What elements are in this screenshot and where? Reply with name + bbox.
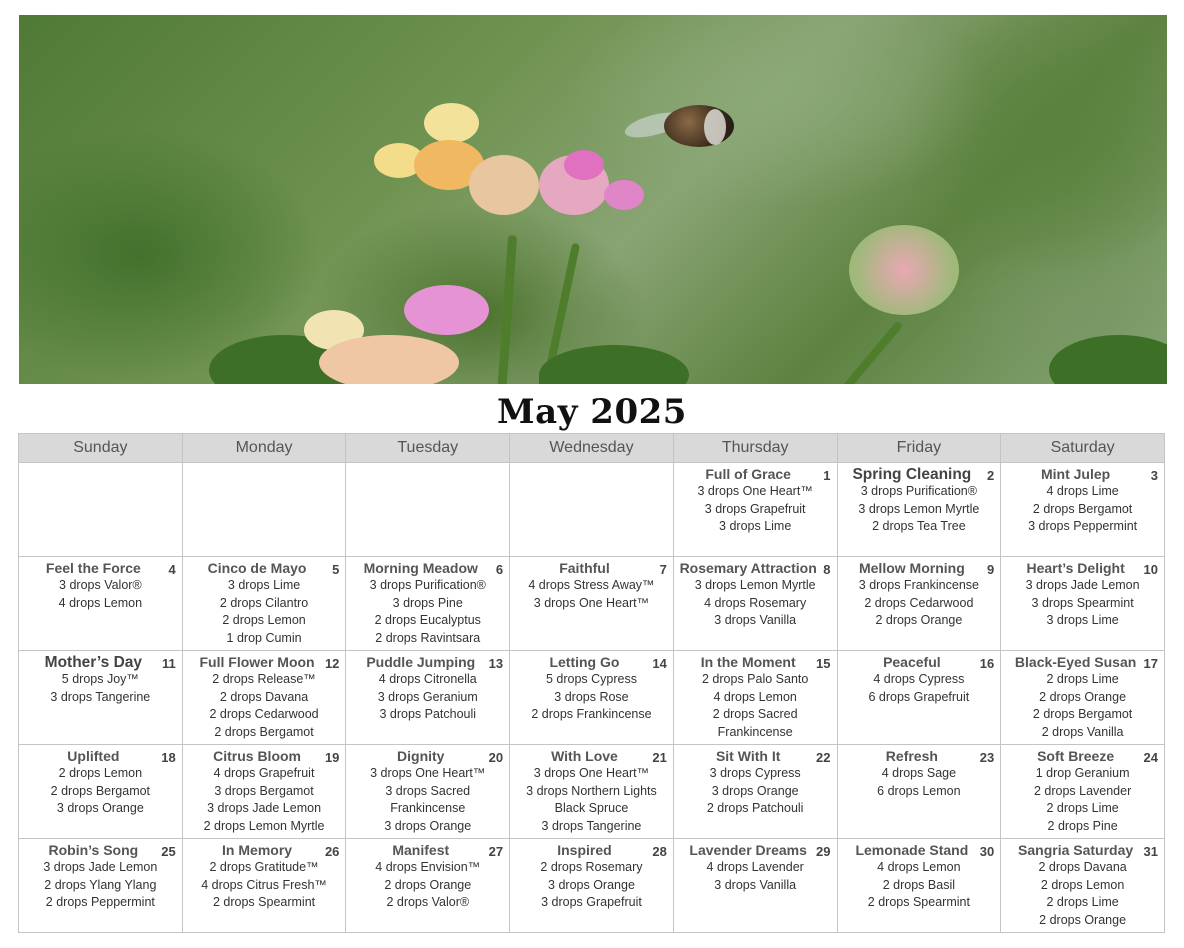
day-header xyxy=(842,466,997,483)
day-cell xyxy=(837,745,1001,839)
recipe-line: 3 drops Bergamot xyxy=(214,783,314,798)
week-row xyxy=(19,651,1165,745)
recipe-line: 2 drops Ravintsara xyxy=(375,630,481,645)
recipe-line: 2 drops Pine xyxy=(1047,818,1118,833)
day-cell xyxy=(346,745,510,839)
recipe-line: 1 drop Geranium xyxy=(1035,766,1130,780)
recipe-line: 3 drops Lemon Myrtle xyxy=(694,578,816,592)
day-header xyxy=(842,654,997,671)
day-header xyxy=(350,842,505,859)
recipe-line: 2 drops Bergamot xyxy=(214,724,314,739)
blend-name: Heart’s Delight xyxy=(1026,560,1125,576)
day-number: 28 xyxy=(652,844,667,859)
recipe-line: 2 drops Bergamot xyxy=(50,783,151,798)
recipe-line: 4 drops Grapefruit xyxy=(213,766,315,780)
day-cell xyxy=(673,463,837,557)
day-header xyxy=(678,560,833,577)
week-row xyxy=(19,557,1165,651)
weekday-header-tuesday: Tuesday xyxy=(346,434,510,463)
recipe-line: 2 drops Orange xyxy=(1039,912,1127,927)
recipe-line: 2 drops Patchouli xyxy=(706,801,804,815)
blend-name: With Love xyxy=(551,748,618,764)
recipe-line: 3 drops One Heart™ xyxy=(533,595,650,610)
day-cell xyxy=(346,651,510,745)
day-cell xyxy=(1001,651,1165,745)
recipe-line: 3 drops Northern Lights xyxy=(526,783,657,798)
day-cell xyxy=(1001,557,1165,651)
recipe-line: 2 drops Cedarwood xyxy=(209,707,319,721)
day-header xyxy=(187,842,342,859)
blend-name: Peaceful xyxy=(883,654,941,670)
blend-name: Mellow Morning xyxy=(858,560,965,576)
recipe-line: 3 drops Tangerine xyxy=(541,818,642,833)
recipe-line: 3 drops Lime xyxy=(227,578,301,592)
recipe-line: 2 drops Rosemary xyxy=(540,860,643,874)
day-header xyxy=(1005,654,1160,671)
recipe-line: 2 drops Bergamot xyxy=(1032,707,1133,721)
recipe-line: 3 drops Cypress xyxy=(709,766,801,780)
blend-name: Lavender Dreams xyxy=(689,842,807,858)
recipe-line: 3 drops Grapefruit xyxy=(704,501,806,516)
recipe-line: 2 drops Spearmint xyxy=(867,895,970,909)
day-header xyxy=(678,466,833,483)
blend-name: In Memory xyxy=(222,842,293,858)
weekday-header-thursday: Thursday xyxy=(673,434,837,463)
recipe-line: 2 drops Tea Tree xyxy=(872,519,966,533)
weekday-header-monday: Monday xyxy=(182,434,346,463)
day-number: 20 xyxy=(488,750,504,765)
recipe-line: 3 drops Orange xyxy=(711,783,799,798)
recipe-line: 6 drops Lemon xyxy=(877,783,961,798)
blend-name: Spring Cleaning xyxy=(852,466,972,483)
recipe-line: 2 drops Lemon Myrtle xyxy=(203,818,325,833)
recipe-line: 4 drops Rosemary xyxy=(704,595,807,610)
day-cell xyxy=(346,557,510,651)
blend-name: Dignity xyxy=(397,748,445,764)
recipe-line: 3 drops Pine xyxy=(392,595,463,610)
recipe-line: Frankincense xyxy=(717,724,793,739)
recipe-line: 3 drops Purification® xyxy=(369,578,486,592)
blend-name: Inspired xyxy=(557,842,612,858)
blend-name: Mint Julep xyxy=(1040,466,1111,482)
day-header xyxy=(350,560,505,577)
bee-illustration xyxy=(644,95,739,155)
recipe-line: 3 drops Orange xyxy=(56,801,144,815)
recipe-line: 2 drops Frankincense xyxy=(531,707,652,721)
recipe-line: 2 drops Palo Santo xyxy=(702,672,809,686)
day-number: 23 xyxy=(979,750,995,765)
day-header xyxy=(842,842,997,859)
day-number: 13 xyxy=(488,656,504,671)
day-number: 9 xyxy=(986,562,995,577)
recipe-line: 2 drops Lavender xyxy=(1033,783,1132,798)
recipe-line: Frankincense xyxy=(390,801,466,815)
day-cell xyxy=(673,745,837,839)
recipe-line: 3 drops Peppermint xyxy=(1028,519,1138,533)
day-number: 5 xyxy=(332,562,340,577)
day-cell xyxy=(837,463,1001,557)
recipe-line: 2 drops Lemon xyxy=(222,613,306,627)
day-number: 24 xyxy=(1143,750,1158,765)
day-header xyxy=(514,560,669,577)
blend-name: Black-Eyed Susan xyxy=(1014,654,1137,670)
recipe-line: 3 drops Vanilla xyxy=(714,613,797,627)
day-header xyxy=(678,842,833,859)
day-number: 26 xyxy=(324,844,340,859)
weekday-header-friday: Friday xyxy=(837,434,1001,463)
day-number: 1 xyxy=(823,468,831,483)
day-header xyxy=(678,748,833,765)
blend-name: Refresh xyxy=(885,748,938,764)
recipe-line: 3 drops Rose xyxy=(554,689,629,704)
day-cell xyxy=(1001,463,1165,557)
blend-name: Sangria Saturday xyxy=(1018,842,1134,858)
day-header xyxy=(187,748,342,765)
recipe-line: 3 drops One Heart™ xyxy=(370,766,486,780)
day-cell xyxy=(182,651,346,745)
empty-day-cell xyxy=(182,463,346,557)
recipe-line: 3 drops Orange xyxy=(548,877,635,892)
recipe-line: 2 drops Ylang Ylang xyxy=(44,877,157,892)
weekday-header-sunday: Sunday xyxy=(19,434,183,463)
day-cell xyxy=(510,651,674,745)
recipe-line: 4 drops Cypress xyxy=(873,672,965,686)
blend-name: Mother’s Day xyxy=(44,654,143,671)
day-cell xyxy=(673,651,837,745)
day-header xyxy=(514,654,669,671)
blend-name: Full of Grace xyxy=(705,466,791,482)
day-cell xyxy=(182,839,346,933)
recipe-line: 4 drops Lemon xyxy=(58,595,143,610)
blend-name: Soft Breeze xyxy=(1037,748,1115,764)
day-number: 22 xyxy=(816,750,831,765)
day-cell xyxy=(837,839,1001,933)
week-row xyxy=(19,745,1165,839)
day-cell xyxy=(837,557,1001,651)
day-number: 21 xyxy=(652,750,667,765)
blend-name: Citrus Bloom xyxy=(213,748,301,764)
recipe-line: 2 drops Orange xyxy=(384,877,472,892)
day-number: 25 xyxy=(161,844,176,859)
recipe-line: 4 drops Lavender xyxy=(706,860,804,874)
recipe-line: 4 drops Stress Away™ xyxy=(528,578,655,592)
week-row xyxy=(19,463,1165,557)
empty-day-cell xyxy=(510,463,674,557)
blend-name: Uplifted xyxy=(67,748,120,764)
day-header xyxy=(514,748,669,765)
day-number: 10 xyxy=(1143,562,1158,577)
blend-name: In the Moment xyxy=(700,654,796,670)
week-row xyxy=(19,839,1165,933)
blend-name: Rosemary Attraction xyxy=(679,560,817,576)
day-number: 30 xyxy=(979,844,995,859)
empty-day-cell xyxy=(346,463,510,557)
blend-name: Robin’s Song xyxy=(48,842,139,858)
day-number: 16 xyxy=(979,656,995,671)
blend-name: Faithful xyxy=(559,560,610,576)
recipe-line: 3 drops One Heart™ xyxy=(697,484,813,498)
day-number: 11 xyxy=(161,656,176,671)
recipe-line: 3 drops Sacred xyxy=(385,783,471,798)
day-header xyxy=(842,748,997,765)
day-cell xyxy=(182,557,346,651)
recipe-line: 2 drops Orange xyxy=(1039,689,1127,704)
recipe-line: 3 drops Tangerine xyxy=(50,689,151,704)
recipe-line: 4 drops Lime xyxy=(1046,484,1119,498)
day-header xyxy=(23,560,178,577)
blend-name: Letting Go xyxy=(549,654,620,670)
recipe-line: 2 drops Orange xyxy=(875,613,963,627)
day-header xyxy=(1005,466,1160,483)
day-cell xyxy=(673,557,837,651)
recipe-line: 2 drops Eucalyptus xyxy=(374,613,481,627)
recipe-line: 2 drops Release™ xyxy=(212,672,316,686)
empty-day-cell xyxy=(19,463,183,557)
recipe-line: 2 drops Cilantro xyxy=(219,595,309,610)
day-header xyxy=(350,654,505,671)
blend-name: Manifest xyxy=(392,842,450,858)
recipe-line: 6 drops Grapefruit xyxy=(868,689,970,704)
recipe-line: 2 drops Gratitude™ xyxy=(209,860,319,874)
day-number: 8 xyxy=(823,562,831,577)
blend-name: Morning Meadow xyxy=(363,560,478,576)
calendar-grid xyxy=(18,433,1165,933)
day-cell xyxy=(19,651,183,745)
recipe-line: 4 drops Citronella xyxy=(378,672,477,686)
header-photo-bee-on-flowers xyxy=(19,15,1167,384)
recipe-line: 3 drops Lime xyxy=(719,519,792,533)
recipe-line: 4 drops Envision™ xyxy=(375,860,481,874)
recipe-line: 3 drops Vanilla xyxy=(714,877,797,892)
recipe-line: 3 drops Valor® xyxy=(59,578,142,592)
recipe-line: 2 drops Sacred xyxy=(712,707,798,721)
recipe-line: 3 drops Geranium xyxy=(377,689,478,704)
recipe-line: Black Spruce xyxy=(554,801,629,815)
day-number: 17 xyxy=(1143,656,1158,671)
day-number: 19 xyxy=(324,750,340,765)
recipe-line: 3 drops Jade Lemon xyxy=(207,801,322,815)
recipe-line: 3 drops Jade Lemon xyxy=(43,860,158,874)
day-cell xyxy=(673,839,837,933)
recipe-line: 2 drops Vanilla xyxy=(1041,724,1124,739)
recipe-line: 4 drops Sage xyxy=(881,766,957,780)
recipe-line: 2 drops Bergamot xyxy=(1032,501,1133,516)
recipe-line: 4 drops Citrus Fresh™ xyxy=(201,877,327,892)
day-number: 27 xyxy=(488,844,504,859)
recipe-line: 2 drops Davana xyxy=(219,689,309,704)
weekday-header-row xyxy=(19,434,1165,463)
recipe-line: 3 drops Patchouli xyxy=(379,707,477,721)
recipe-line: 2 drops Basil xyxy=(882,877,955,892)
day-cell xyxy=(346,839,510,933)
day-cell xyxy=(837,651,1001,745)
day-header xyxy=(678,654,833,671)
day-number: 4 xyxy=(168,562,176,577)
day-number: 31 xyxy=(1143,844,1158,859)
recipe-line: 3 drops Lime xyxy=(1046,613,1119,627)
day-header xyxy=(23,654,178,671)
recipe-line: 3 drops One Heart™ xyxy=(533,766,650,780)
recipe-line: 3 drops Frankincense xyxy=(858,578,979,592)
weekday-header-wednesday: Wednesday xyxy=(510,434,674,463)
blend-name: Cinco de Mayo xyxy=(207,560,307,576)
recipe-line: 3 drops Grapefruit xyxy=(541,895,642,909)
blend-name: Puddle Jumping xyxy=(366,654,476,670)
recipe-line: 2 drops Valor® xyxy=(386,895,470,909)
recipe-line: 4 drops Lemon xyxy=(877,860,961,874)
day-number: 3 xyxy=(1150,468,1158,483)
blend-name: Full Flower Moon xyxy=(199,654,315,670)
day-cell xyxy=(1001,839,1165,933)
day-header xyxy=(187,560,342,577)
recipe-line: 3 drops Spearmint xyxy=(1031,595,1134,610)
day-number: 14 xyxy=(652,656,667,671)
day-header xyxy=(1005,560,1160,577)
day-header xyxy=(514,842,669,859)
day-number: 12 xyxy=(324,656,340,671)
day-cell xyxy=(19,557,183,651)
day-number: 6 xyxy=(495,562,504,577)
day-header xyxy=(187,654,342,671)
recipe-line: 2 drops Lime xyxy=(1046,672,1119,686)
recipe-line: 2 drops Peppermint xyxy=(45,895,155,909)
weekday-header-saturday: Saturday xyxy=(1001,434,1165,463)
recipe-line: 2 drops Spearmint xyxy=(212,895,316,909)
day-header xyxy=(23,842,178,859)
day-header xyxy=(842,560,997,577)
recipe-line: 5 drops Cypress xyxy=(545,672,637,686)
recipe-line: 3 drops Jade Lemon xyxy=(1025,578,1140,592)
blend-name: Feel the Force xyxy=(45,560,141,576)
day-number: 15 xyxy=(816,656,831,671)
day-number: 18 xyxy=(161,750,176,765)
recipe-line: 2 drops Lemon xyxy=(58,766,143,780)
recipe-line: 2 drops Lime xyxy=(1046,895,1119,909)
calendar-title: May 2025 xyxy=(497,392,687,432)
blend-name: Sit With It xyxy=(715,748,781,764)
recipe-line: 4 drops Lemon xyxy=(713,689,797,704)
blend-name: Lemonade Stand xyxy=(855,842,969,858)
day-number: 29 xyxy=(816,844,831,859)
day-cell xyxy=(1001,745,1165,839)
day-header xyxy=(1005,748,1160,765)
day-cell xyxy=(510,839,674,933)
day-cell xyxy=(182,745,346,839)
recipe-line: 3 drops Orange xyxy=(384,818,472,833)
recipe-line: 5 drops Joy™ xyxy=(61,672,139,686)
recipe-line: 2 drops Lime xyxy=(1046,801,1119,815)
recipe-line: 3 drops Purification® xyxy=(860,484,977,498)
day-number: 2 xyxy=(986,468,995,483)
day-cell xyxy=(19,745,183,839)
day-number: 7 xyxy=(659,562,667,577)
day-header xyxy=(23,748,178,765)
day-cell xyxy=(510,745,674,839)
recipe-line: 3 drops Lemon Myrtle xyxy=(858,501,980,516)
recipe-line: 1 drop Cumin xyxy=(226,630,302,645)
day-header xyxy=(350,748,505,765)
day-cell xyxy=(19,839,183,933)
day-cell xyxy=(510,557,674,651)
day-header xyxy=(1005,842,1160,859)
recipe-line: 2 drops Davana xyxy=(1038,860,1127,874)
recipe-line: 2 drops Lemon xyxy=(1040,877,1125,892)
recipe-line: 2 drops Cedarwood xyxy=(864,595,974,610)
